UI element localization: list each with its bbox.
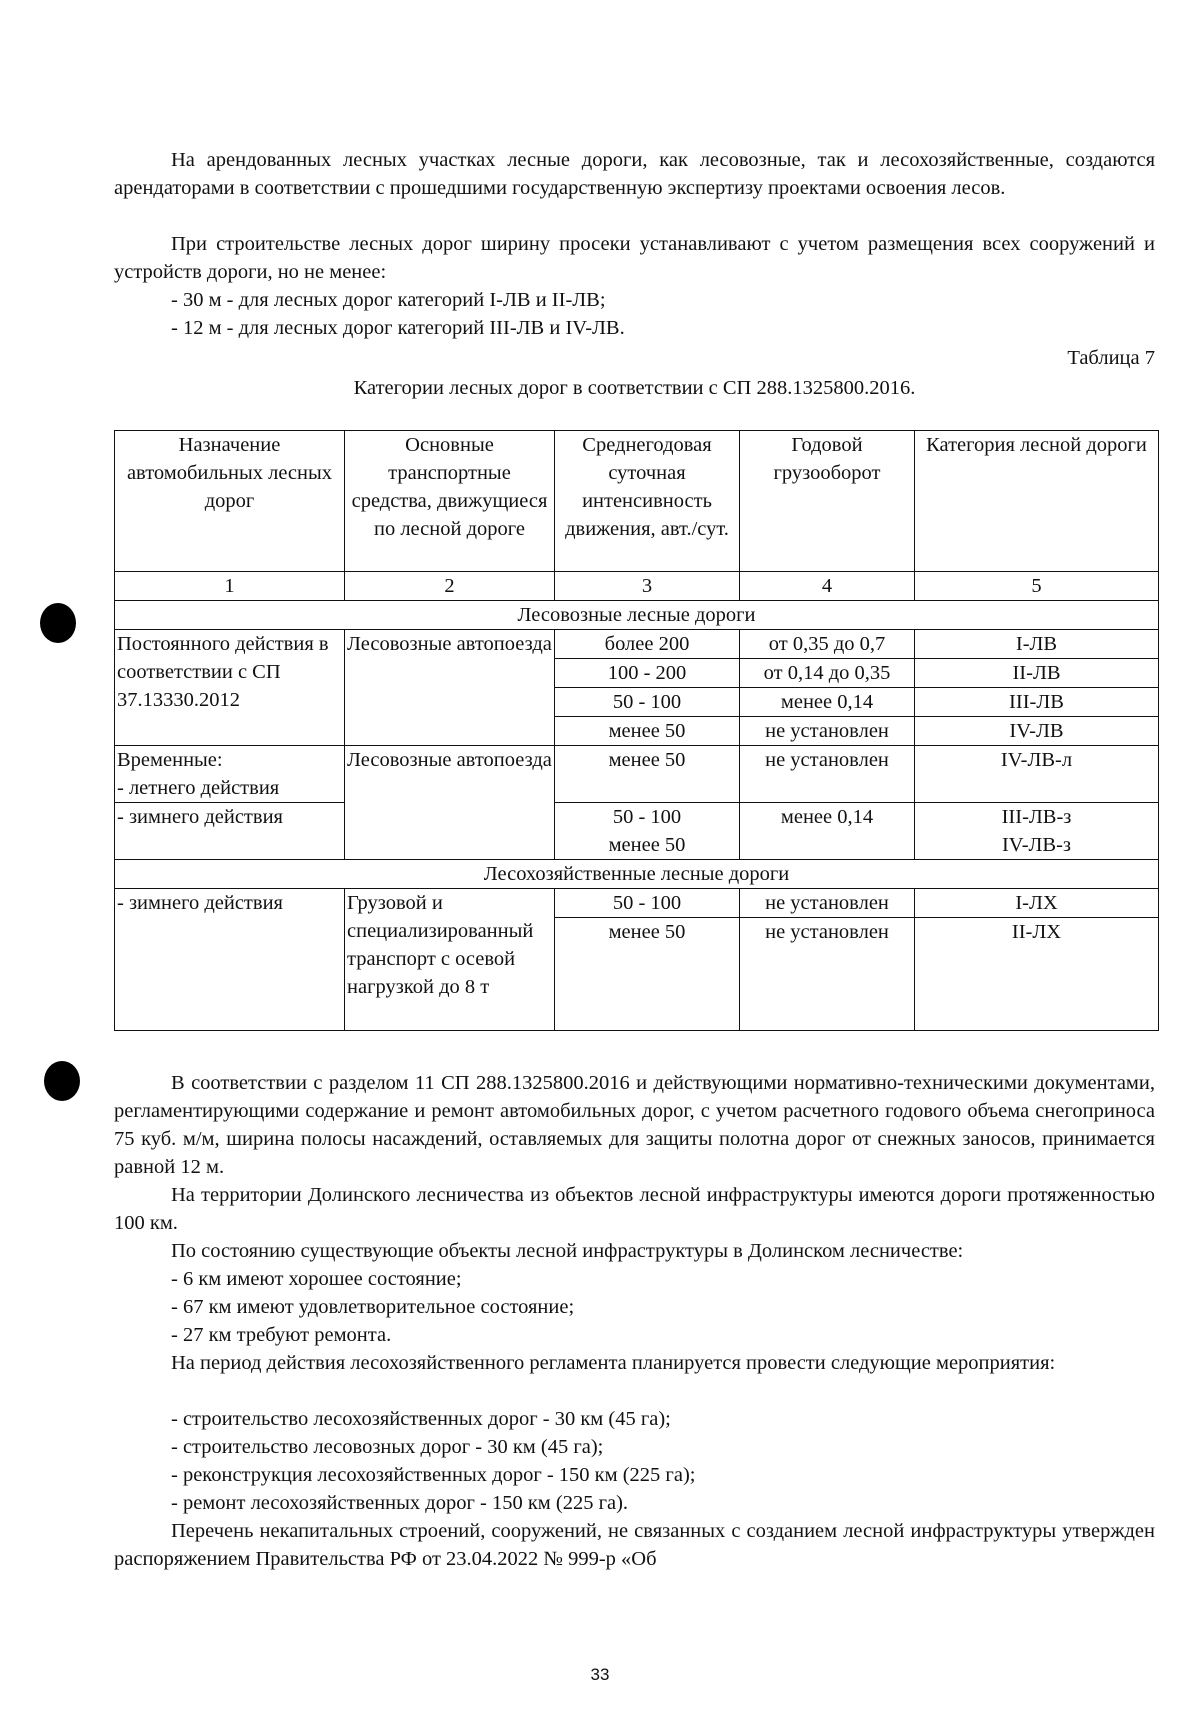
intensity-cell	[555, 803, 740, 860]
category-value: III-ЛВ-з	[1001, 806, 1072, 828]
column-number: 2	[345, 572, 555, 601]
turnover-cell: от 0,35 до 0,7	[740, 630, 915, 659]
category-cell: I-ЛВ	[915, 630, 1159, 659]
category-cell: II-ЛВ	[915, 659, 1159, 688]
column-number: 4	[740, 572, 915, 601]
turnover-cell: не установлен	[740, 717, 915, 746]
table-title: Категории лесных дорог в соответствии с СП 288.1325800.2016.	[353, 377, 916, 399]
turnover-cell: не установлен	[740, 889, 915, 918]
turnover-cell: от 0,14 до 0,35	[740, 659, 915, 688]
header-transport: Основные транспортные средства, движущиеся по лесной дороге	[345, 431, 555, 572]
purpose-cell: - зимнего действия	[115, 889, 345, 1031]
intensity-cell: 50 - 100	[555, 889, 740, 918]
header-category: Категория лесной дороги	[915, 431, 1159, 572]
measure-build-forestry: - строительство лесохозяйственных дорог - 30 км (45 га);	[171, 1408, 671, 1430]
intensity-cell: менее 50	[555, 746, 740, 803]
table-row	[115, 803, 1159, 860]
state-good: - 6 км имеют хорошее состояние;	[171, 1268, 462, 1290]
paragraph-non-capital-structures: Перечень некапитальных строений, сооружений, не связанных с созданием лесной инфраструктуры утвержден распоряжением Правительства РФ от 23.04.2022 № 999-р «Об	[114, 1520, 1155, 1570]
header-turnover: Годовой грузооборот	[740, 431, 915, 572]
turnover-cell: менее 0,14	[740, 688, 915, 717]
category-cell: III-ЛВ	[915, 688, 1159, 717]
measure-build-logging: - строительство лесовозных дорог - 30 км (45 га);	[171, 1436, 604, 1458]
section-title: Лесохозяйственные лесные дороги	[115, 860, 1159, 889]
bullet-30m: - 30 м - для лесных дорог категорий I-ЛВ и II-ЛВ;	[171, 289, 606, 311]
paragraph-roads-length: На территории Долинского лесничества из объектов лесной инфраструктуры имеются дороги протяженностью 100 км.	[114, 1184, 1155, 1234]
category-cell: II-ЛХ	[915, 918, 1159, 1031]
paragraph-leased-plots: На арендованных лесных участках лесные дороги, как лесовозные, так и лесохозяйственные, создаются арендаторами в соответствии с прошедшими государственную экспертизу проектами освоения лесов.	[114, 149, 1155, 199]
paragraph-snow-protection: В соответствии с разделом 11 СП 288.1325800.2016 и действующими нормативно-техническими документами, регламентирующими содержание и ремонт автомобильных дорог, с учетом расчетного годового объема снегоприноса 75 куб. м/м, ширина полосы насаждений, оставляемых для защиты полотна дорог от снежных заносов, принимается равной 12 м.	[114, 1072, 1155, 1178]
page-number: 33	[590, 1665, 610, 1684]
punch-hole-icon	[44, 1061, 80, 1101]
table-row	[115, 889, 1159, 918]
table-row	[115, 630, 1159, 659]
column-numbers-row	[115, 572, 1159, 601]
bullet-12m: - 12 м - для лесных дорог категорий III-ЛВ и IV-ЛВ.	[171, 317, 625, 339]
intensity-value: менее 50	[608, 834, 686, 856]
state-satisfactory: - 67 км имеют удовлетворительное состояние;	[171, 1296, 575, 1318]
turnover-cell: не установлен	[740, 746, 915, 803]
column-number: 1	[115, 572, 345, 601]
category-cell: I-ЛХ	[915, 889, 1159, 918]
intensity-cell: более 200	[555, 630, 740, 659]
measure-reconstruction: - реконструкция лесохозяйственных дорог - 150 км (225 га);	[171, 1464, 696, 1486]
purpose-cell	[115, 746, 345, 803]
header-purpose: Назначение автомобильных лесных дорог	[115, 431, 345, 572]
transport-cell: Лесовозные автопоезда	[345, 630, 555, 746]
column-number: 5	[915, 572, 1159, 601]
purpose-cell: Постоянного действия в соответствии с СП 37.13330.2012	[115, 630, 345, 746]
roads-category-table	[114, 430, 1159, 1031]
paragraph-infrastructure-state: По состоянию существующие объекты лесной инфраструктуры в Долинском лесничестве:	[171, 1240, 964, 1262]
category-value: IV-ЛВ-з	[1001, 834, 1072, 856]
intensity-cell: менее 50	[555, 717, 740, 746]
category-cell	[915, 803, 1159, 860]
category-cell: IV-ЛВ	[915, 717, 1159, 746]
transport-cell: Лесовозные автопоезда	[345, 746, 555, 860]
intensity-cell: 100 - 200	[555, 659, 740, 688]
paragraph-clearing-width: При строительстве лесных дорог ширину просеки устанавливают с учетом размещения всех сооружений и устройств дороги, но не менее:	[114, 233, 1155, 283]
column-number: 3	[555, 572, 740, 601]
table-row	[115, 746, 1159, 803]
section-row-logging-roads	[115, 601, 1159, 630]
section-row-forestry-roads	[115, 860, 1159, 889]
purpose-temporary-title: Временные:	[117, 749, 223, 771]
section-title: Лесовозные лесные дороги	[115, 601, 1159, 630]
table-header-row	[115, 431, 1159, 572]
turnover-cell: менее 0,14	[740, 803, 915, 860]
intensity-cell: менее 50	[555, 918, 740, 1031]
purpose-summer: - летнего действия	[117, 777, 280, 799]
punch-hole-icon	[40, 603, 76, 643]
intensity-cell: 50 - 100	[555, 688, 740, 717]
state-repair: - 27 км требуют ремонта.	[171, 1324, 392, 1346]
paragraph-planned-measures: На период действия лесохозяйственного регламента планируется провести следующие мероприятия:	[171, 1352, 1056, 1374]
header-intensity: Среднегодовая суточная интенсивность движения, авт./сут.	[555, 431, 740, 572]
purpose-winter: - зимнего действия	[115, 803, 345, 860]
transport-cell: Грузовой и специализированный транспорт с осевой нагрузкой до 8 т	[345, 889, 555, 1031]
measure-repair: - ремонт лесохозяйственных дорог - 150 км (225 га).	[171, 1492, 629, 1514]
intensity-value: 50 - 100	[612, 806, 682, 828]
table-number: Таблица 7	[1067, 347, 1155, 369]
turnover-cell: не установлен	[740, 918, 915, 1031]
category-cell: IV-ЛВ-л	[915, 746, 1159, 803]
